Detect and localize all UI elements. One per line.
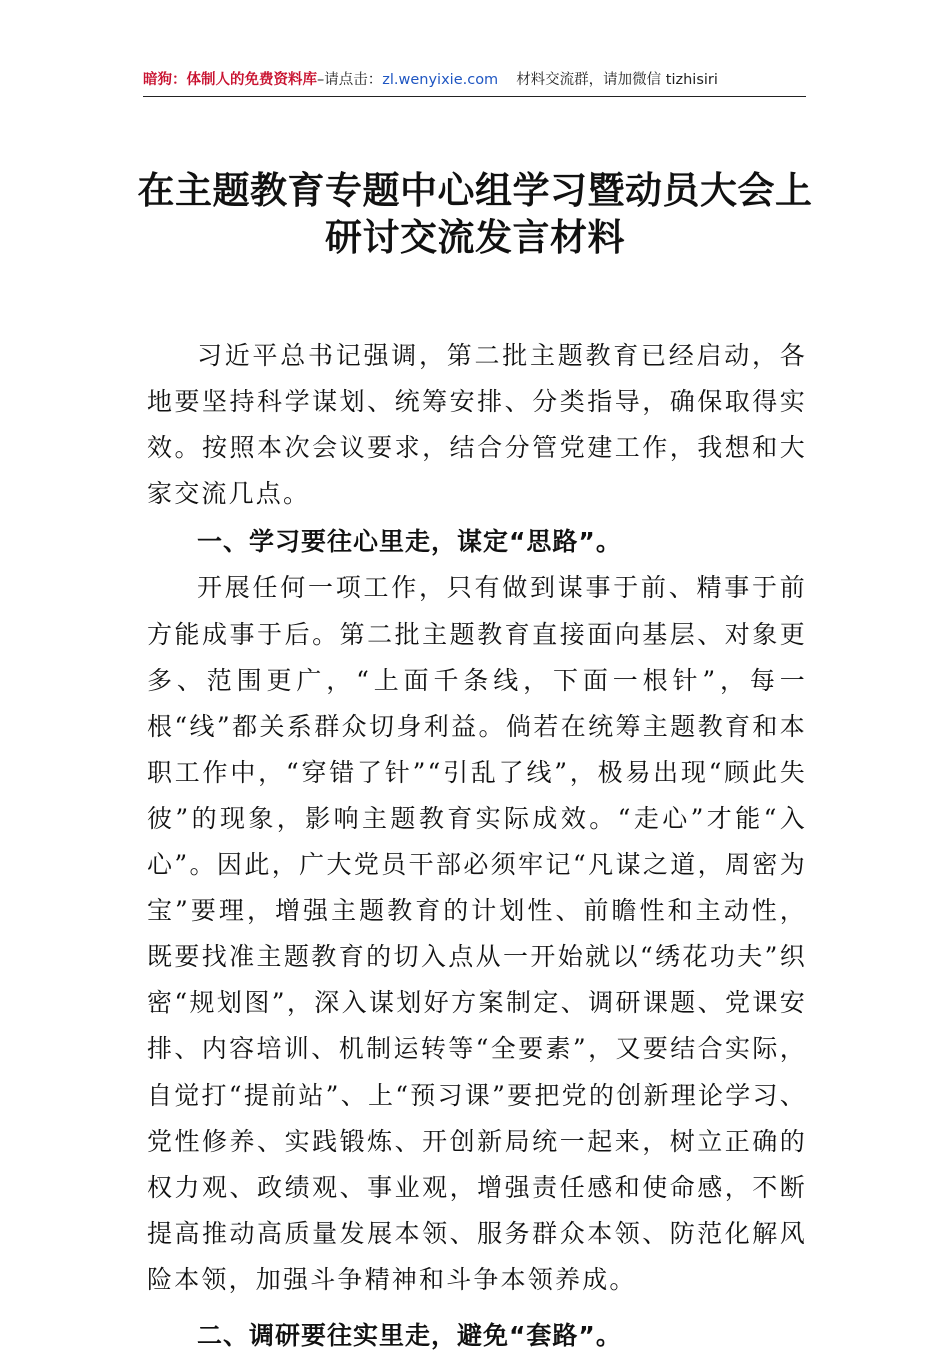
- header-wechat-note: 材料交流群，请加微信 tizhisiri: [516, 72, 718, 88]
- document-title-line-2: 研讨交流发言材料: [325, 215, 625, 259]
- header-brand: 暗狗：体制人的免费资料库: [143, 72, 317, 88]
- document-body: [147, 333, 807, 1359]
- section-heading-2: 二、调研要往实里走，避免“套路”。: [197, 1320, 622, 1350]
- page-header: [143, 70, 806, 97]
- header-click-prefix: –请点击：: [317, 72, 383, 88]
- intro-paragraph: 习近平总书记强调，第二批主题教育已经启动，各地要坚持科学谋划、统筹安排、分类指导，确保取得实效。按照本次会议要求，结合分管党建工作，我想和大家交流几点。: [147, 341, 807, 509]
- section-heading-1: 一、学习要往心里走，谋定“思路”。: [197, 527, 622, 557]
- document-title-line-1: 在主题教育专题中心组学习暨动员大会上: [137, 168, 813, 212]
- section-1-paragraph: 开展任何一项工作，只有做到谋事于前、精事于前方能成事于后。第二批主题教育直接面向基层、对象更多、范围更广，“上面千条线，下面一根针”，每一根“线”都关系群众切身利益。倘若在统筹主题教育和本职工作中，“穿错了针”“引乱了线”，极易出现“顾此失彼”的现象，影响主题教育实际成效。“走心”才能“入心”。因此，广大党员干部必须牢记“凡谋之道，周密为宝”要理，增强主题教育的计划性、前瞻性和主动性，既要找准主题教育的切入点从一开始就以“绣花功夫”织密“规划图”，深入谋划好方案制定、调研课题、党课安排、内容培训、机制运转等“全要素”，又要结合实际，自觉打“提前站”、上“预习课”要把党的创新理论学习、党性修养、实践锻炼、开创新局统一起来，树立正确的权力观、政绩观、事业观，增强责任感和使命感，不断提高推动高质量发展本领、服务群众本领、防范化解风险本领，加强斗争精神和斗争本领养成。: [147, 573, 807, 1294]
- header-url-link[interactable]: zl.wenyixie.com: [382, 72, 499, 88]
